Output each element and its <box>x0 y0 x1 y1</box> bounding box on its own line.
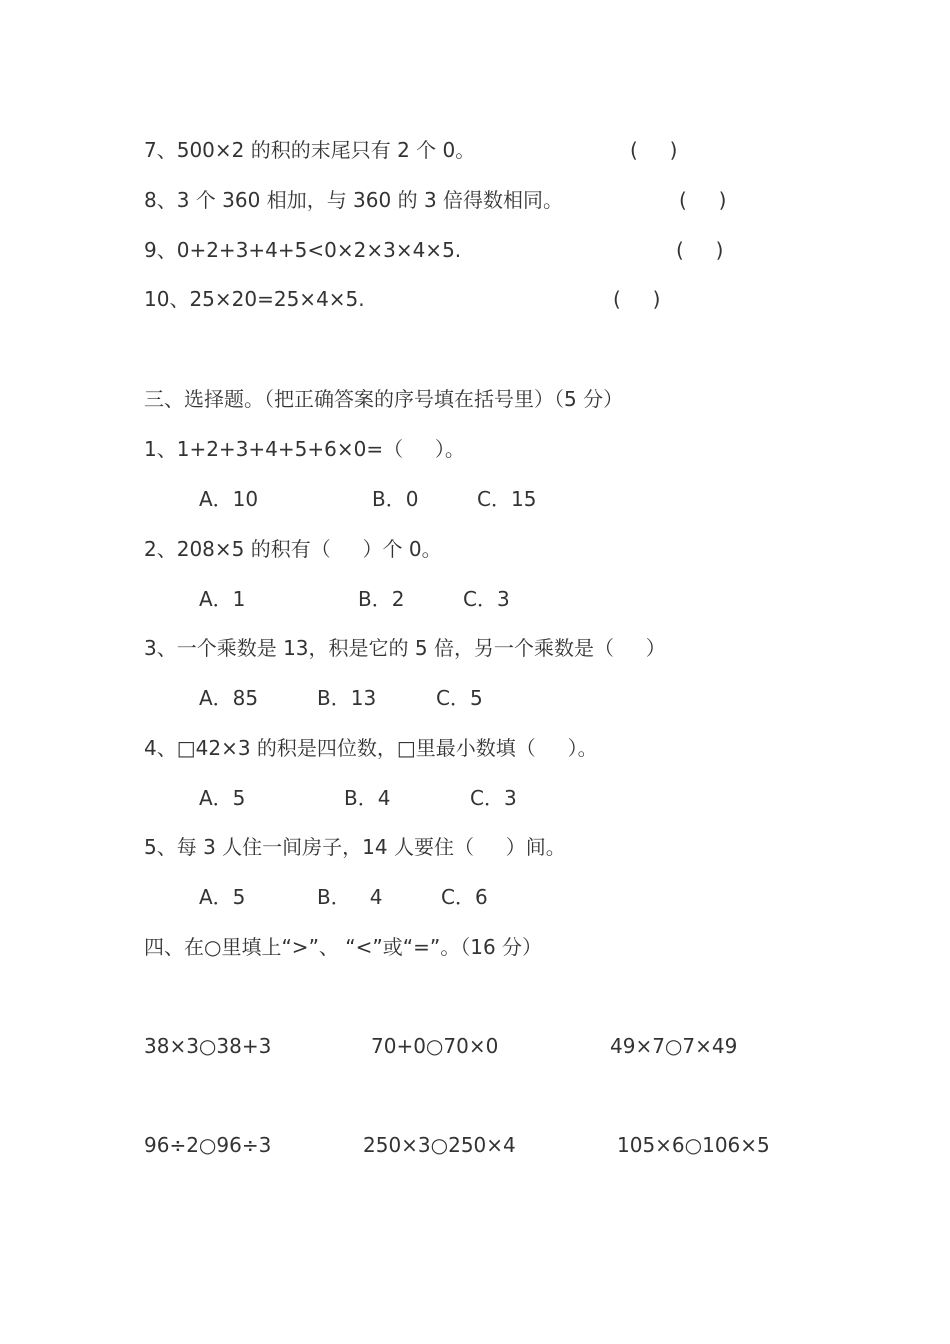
judge-question-7: 7、500×2 的积的末尾只有 2 个 0。 <box>144 138 476 162</box>
choice-question-5: 5、每 3 人住一间房子，14 人要住（ ）间。 <box>144 835 566 859</box>
section4-title: 四、在○里填上“>”、 “<”或“=”。（16 分） <box>144 935 543 959</box>
choice-question-4: 4、□42×3 的积是四位数，□里最小数填（ ）。 <box>144 736 598 760</box>
q2-option-b[interactable]: B．2 <box>358 587 405 611</box>
compare-item-6[interactable]: 105×6○106×5 <box>617 1133 770 1157</box>
q3-option-c[interactable]: C．5 <box>436 686 483 710</box>
q5-option-c[interactable]: C．6 <box>441 885 488 909</box>
q2-option-a[interactable]: A．1 <box>199 587 246 611</box>
compare-item-3[interactable]: 49×7○7×49 <box>610 1034 738 1058</box>
choice-question-1: 1、1+2+3+4+5+6×0=（ ）。 <box>144 437 465 461</box>
answer-paren-9[interactable]: ( ) <box>676 238 724 262</box>
section3-title: 三、选择题。（把正确答案的序号填在括号里）（5 分） <box>144 387 624 411</box>
compare-item-5[interactable]: 250×3○250×4 <box>363 1133 516 1157</box>
compare-item-4[interactable]: 96÷2○96÷3 <box>144 1133 272 1157</box>
compare-item-1[interactable]: 38×3○38+3 <box>144 1034 272 1058</box>
answer-paren-7[interactable]: ( ) <box>630 138 678 162</box>
choice-question-3: 3、一个乘数是 13，积是它的 5 倍，另一个乘数是（ ） <box>144 636 666 660</box>
answer-paren-8[interactable]: ( ) <box>679 188 727 212</box>
choice-question-2: 2、208×5 的积有（ ）个 0。 <box>144 537 442 561</box>
q3-option-a[interactable]: A．85 <box>199 686 259 710</box>
answer-paren-10[interactable]: ( ) <box>613 287 661 311</box>
judge-question-9: 9、0+2+3+4+5<0×2×3×4×5. <box>144 238 462 262</box>
q3-option-b[interactable]: B．13 <box>317 686 377 710</box>
q4-option-b[interactable]: B．4 <box>344 786 391 810</box>
q1-option-c[interactable]: C．15 <box>477 487 537 511</box>
q1-option-b[interactable]: B．0 <box>372 487 419 511</box>
q4-option-a[interactable]: A．5 <box>199 786 246 810</box>
judge-question-10: 10、25×20=25×4×5. <box>144 287 365 311</box>
q5-option-a[interactable]: A．5 <box>199 885 246 909</box>
q5-option-b[interactable]: B． 4 <box>317 885 383 909</box>
q1-option-a[interactable]: A．10 <box>199 487 259 511</box>
q2-option-c[interactable]: C．3 <box>463 587 510 611</box>
q4-option-c[interactable]: C．3 <box>470 786 517 810</box>
compare-item-2[interactable]: 70+0○70×0 <box>371 1034 499 1058</box>
judge-question-8: 8、3 个 360 相加，与 360 的 3 倍得数相同。 <box>144 188 564 212</box>
